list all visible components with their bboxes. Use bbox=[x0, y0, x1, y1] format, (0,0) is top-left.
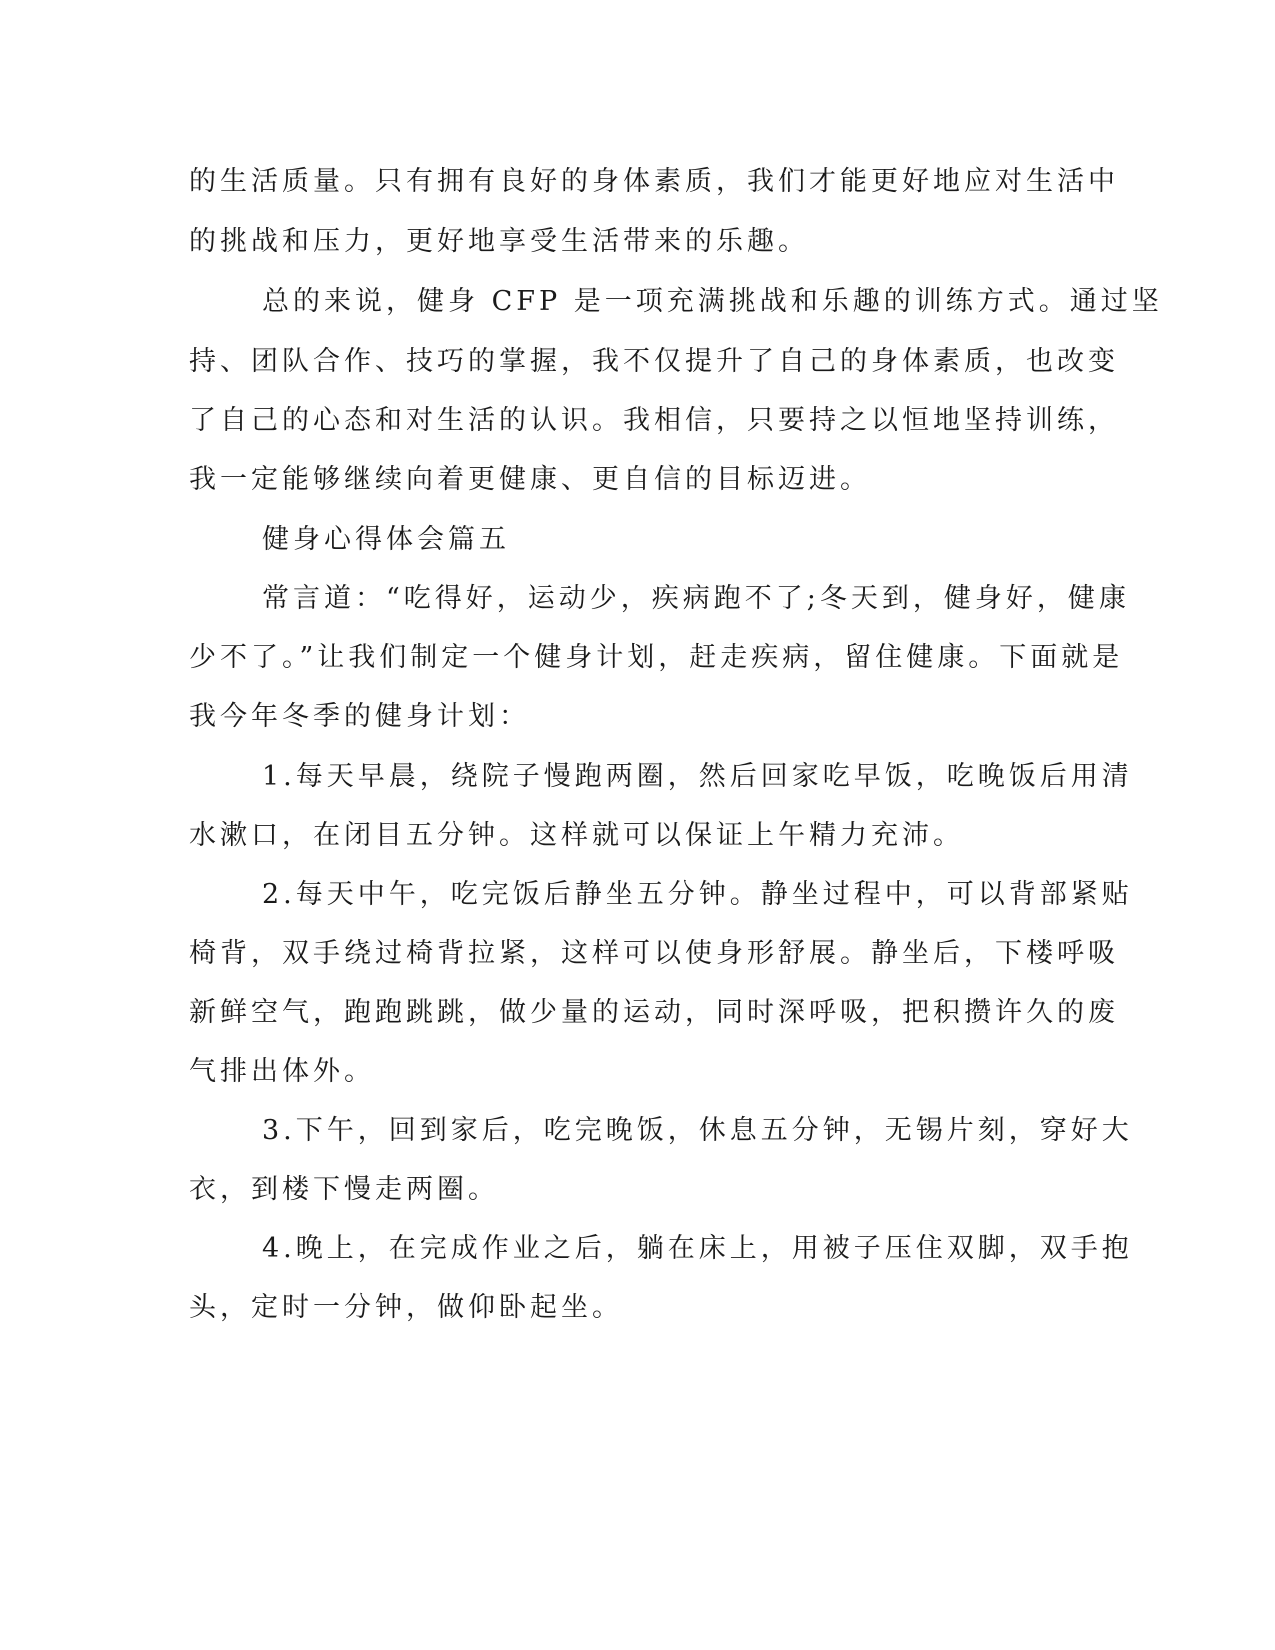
text-line: 了自己的心态和对生活的认识。我相信，只要持之以恒地坚持训练， bbox=[189, 405, 1119, 436]
section-heading: 健身心得体会篇五 bbox=[262, 524, 510, 555]
text-line: 水漱口，在闭目五分钟。这样就可以保证上午精力充沛。 bbox=[189, 820, 964, 851]
text-line: 头，定时一分钟，做仰卧起坐。 bbox=[189, 1292, 623, 1323]
text-line: 的生活质量。只有拥有良好的身体素质，我们才能更好地应对生活中 bbox=[189, 166, 1119, 197]
text-line: 持、团队合作、技巧的掌握，我不仅提升了自己的身体素质，也改变 bbox=[189, 346, 1119, 377]
text-line: 新鲜空气，跑跑跳跳，做少量的运动，同时深呼吸，把积攒许久的废 bbox=[189, 997, 1119, 1028]
text-line: 我一定能够继续向着更健康、更自信的目标迈进。 bbox=[189, 464, 871, 495]
text-line: 我今年冬季的健身计划： bbox=[189, 701, 530, 732]
list-item-line: 4.晚上，在完成作业之后，躺在床上，用被子压住双脚，双手抱 bbox=[262, 1233, 1133, 1264]
text-line: 气排出体外。 bbox=[189, 1056, 375, 1087]
text-line: 少不了。”让我们制定一个健身计划，赶走疾病，留住健康。下面就是 bbox=[189, 642, 1124, 673]
list-item-line: 2.每天中午，吃完饭后静坐五分钟。静坐过程中，可以背部紧贴 bbox=[262, 879, 1133, 910]
text-line: 衣，到楼下慢走两圈。 bbox=[189, 1174, 499, 1205]
paragraph-start-line: 常言道：“吃得好，运动少，疾病跑不了;冬天到，健身好，健康 bbox=[262, 583, 1130, 614]
list-item-line: 1.每天早晨，绕院子慢跑两圈，然后回家吃早饭，吃晚饭后用清 bbox=[262, 761, 1133, 792]
text-line: 的挑战和压力，更好地享受生活带来的乐趣。 bbox=[189, 226, 809, 257]
text-line: 椅背，双手绕过椅背拉紧，这样可以使身形舒展。静坐后，下楼呼吸 bbox=[189, 938, 1119, 969]
paragraph-start-line: 总的来说，健身 CFP 是一项充满挑战和乐趣的训练方式。通过坚 bbox=[262, 286, 1163, 317]
list-item-line: 3.下午，回到家后，吃完晚饭，休息五分钟，无锡片刻，穿好大 bbox=[262, 1115, 1133, 1146]
